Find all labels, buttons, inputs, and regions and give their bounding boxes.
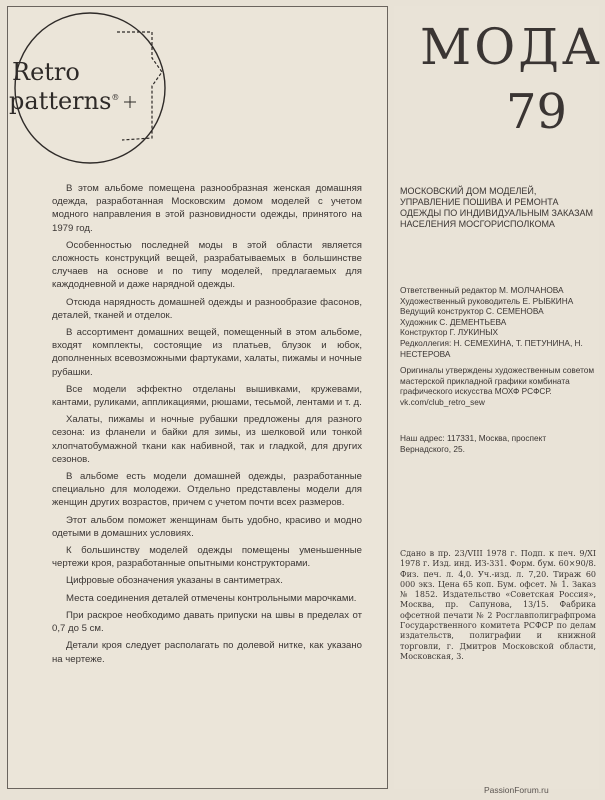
imprint: Сдано в пр. 23/VIII 1978 г. Подп. к печ. 9/XI 1978 г. Изд. инд. ИЗ-331. Форм. бум. 60×90/8. Физ. печ. л. 4,0. Уч.-изд. л. 7,20. Тираж 60 000 экз. Цена 65 коп. Бум. офсет. № 1. Заказ № 1852. Издательство «Советская Россия», Москва, пр. Сапунова, 13/15. Фабрика офсетной печати № 2 Росглавполиграфпрома Государственного комитета РСФСР по делам издательств, полиграфии и книжной торговли, г. Дмитров Московской области, Московская, 3. (400, 549, 596, 661)
logo-text-patterns: patterns® (9, 87, 120, 115)
paragraph: При раскрое необходимо давать припуски на швы в пределах от 0,7 до 5 см. (52, 609, 362, 635)
credit-line: Конструктор Г. ЛУКИНЫХ (400, 327, 499, 338)
paragraph: Этот альбом поможет женщинам быть удобно, красиво и модно одетыми в домашних условиях. (52, 514, 362, 539)
credit-line: Редколлегия: Н. СЕМЕХИНА, Т. ПЕТУНИНА, Н. НЕСТЕРОВА (400, 337, 583, 359)
paragraph: К большинству моделей одежды помещены уменьшенные чертежи кроя, разработанные опытными конструкторами. (52, 545, 362, 570)
magazine-title: МОДА (420, 18, 603, 76)
paragraph: Цифровые обозначения указаны в сантиметрах. (66, 575, 283, 587)
paragraph: Все модели эффектно отделаны вышивками, кружевами, кантами, руликами, аппликациями, рюшами, тесьмой, лентами и т. д. (52, 383, 362, 409)
credit-line: Ведущий конструктор С. СЕМЕНОВА (400, 306, 544, 317)
paragraph: Детали кроя следует располагать по долевой нитке, как указано на чертеже. (52, 640, 362, 665)
publisher-info: МОСКОВСКИЙ ДОМ МОДЕЛЕЙ, УПРАВЛЕНИЕ ПОШИВА И РЕМОНТА ОДЕЖДЫ ПО ИНДИВИДУАЛЬНЫМ ЗАКАЗАМ НАСЕЛЕНИЯ МОСГОРИСПОЛКОМА (400, 186, 594, 229)
paragraph: В этом альбоме помещена разнообразная женская домашняя одежда, разработанная Московским домом моделей с учетом модного направления в этой разновидности одежды, принятого на 1979 год. (52, 183, 362, 234)
approval-note (400, 365, 596, 407)
credit-line: Ответственный редактор М. МОЛЧАНОВА (400, 285, 564, 295)
credit-line: Художественный руководитель Е. РЫБКИНА (400, 295, 574, 306)
paragraph: Отсюда нарядность домашней одежды и разнообразие фасонов, деталей, тканей и отделок. (52, 296, 362, 321)
intro-text (52, 182, 362, 670)
paragraph: Места соединения деталей отмечены контрольными марочками. (66, 592, 357, 604)
issue-number: 79 (506, 84, 568, 140)
logo-text-retro: Retro (12, 58, 80, 86)
paragraph: Особенностью последней моды в этой области является сложность конструкций вещей, разрабатываемых в большинстве случаев на основе и по типу моделей, предлагаемых для каждодневной и даже нарядной одежды. (52, 239, 362, 291)
credit-line: Художник С. ДЕМЕНТЬЕВА (400, 316, 507, 327)
paragraph: В альбоме есть модели домашней одежды, разработанные специально для молодежи. Отдельно представлены модели для женщин других возрастов, причем с учетом почти всех размеров. (52, 471, 362, 509)
paragraph: В ассортимент домашних вещей, помещенный в этом альбоме, входят комплекты, состоящие из платьев, блузок и юбок, дополненных всевозможными фартуками, халаты, пижамы и ночные рубашки. (52, 327, 362, 378)
address: Наш адрес: 117331, Москва, проспект Вернадского, 25. (400, 433, 547, 454)
approval-text: Оригиналы утверждены художественным советом мастерской прикладной графики комбината графического искусства МОХФ РСФСР. (400, 365, 595, 397)
credits (400, 285, 596, 359)
paragraph: Халаты, пижамы и ночные рубашки предложены для разного сезона: из фланели и байки для зимы, из шелковой или тонкой хлопчатобумажной ткани как набивной, так и гладкой, для других сезонов. (52, 414, 362, 465)
watermark: PassionForum.ru (484, 785, 549, 795)
source-link[interactable]: vk.com/club_retro_sew (400, 396, 485, 407)
